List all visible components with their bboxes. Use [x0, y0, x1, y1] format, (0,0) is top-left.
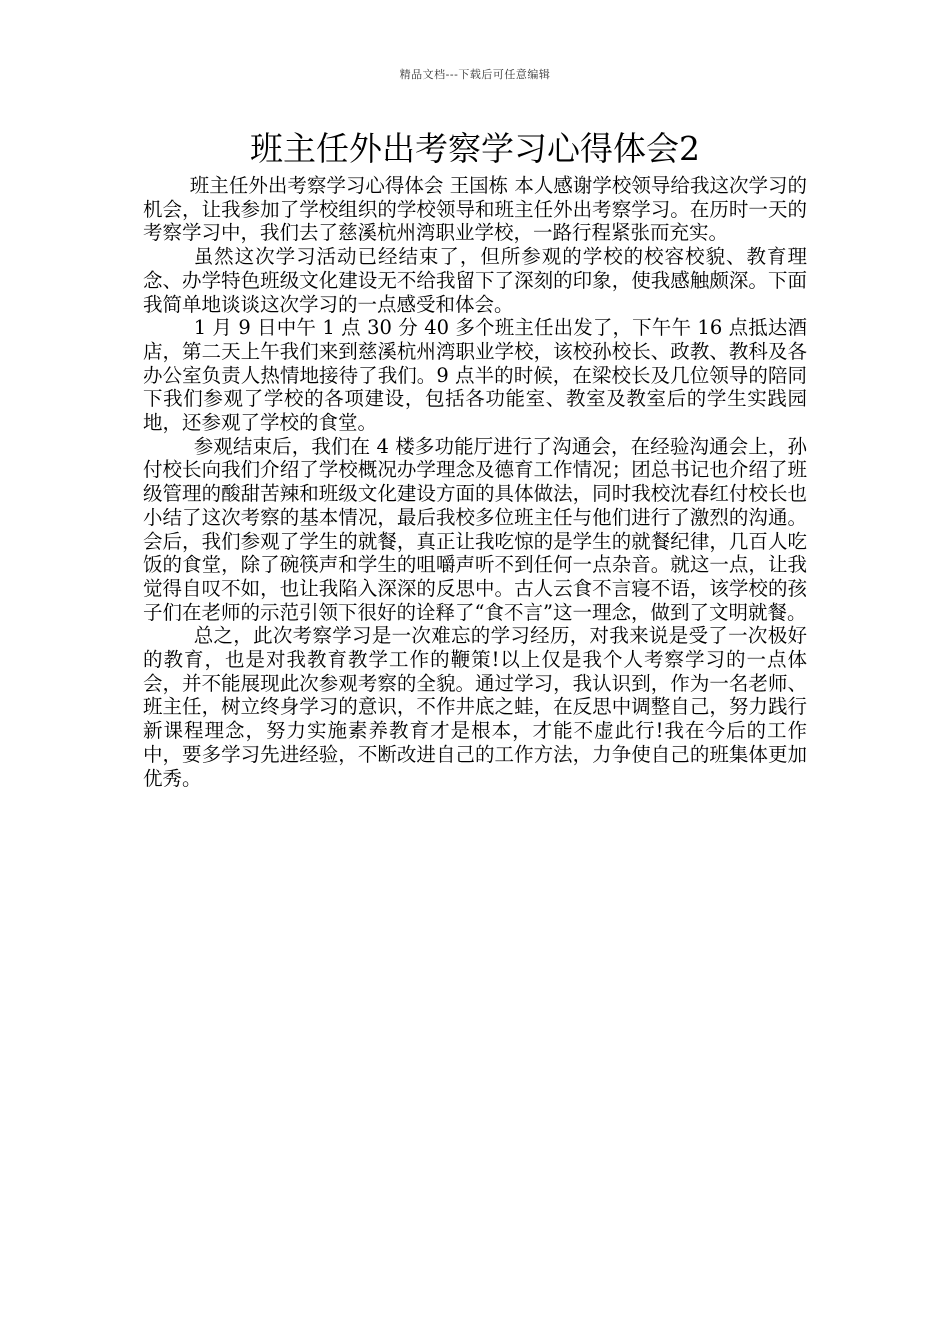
- paragraph: 总之，此次考察学习是一次难忘的学习经历，对我来说是受了一次极好的教育，也是对我教育教学工作的鞭策!以上仅是我个人考察学习的一点体会，并不能展现此次参观考察的全貌。通过学习，我认识到，作为一名老师、班主任，树立终身学习的意识，不作井底之蛙，在反思中调整自己，努力践行新课程理念，努力实施素养教育才是根本，才能不虚此行!我在今后的工作中，要多学习先进经验，不断改进自己的工作方法，力争使自己的班集体更加优秀。: [143, 624, 807, 790]
- paragraph: 虽然这次学习活动已经结束了，但所参观的学校的校容校貌、教育理念、办学特色班级文化建设无不给我留下了深刻的印象，使我感触颇深。下面我简单地谈谈这次学习的一点感受和体会。: [143, 245, 807, 316]
- document-body: [143, 174, 807, 790]
- paragraph: 1 月 9 日中午 1 点 30 分 40 多个班主任出发了，下午午 16 点抵达酒店，第二天上午我们来到慈溪杭州湾职业学校，该校孙校长、政教、教科及各办公室负责人热情地接待了我们。9 点半的时候，在梁校长及几位领导的陪同下我们参观了学校的各项建设，包括各功能室、教室及教室后的学生实践园地，还参观了学校的食堂。: [143, 316, 807, 435]
- header-note: 精品文档---下载后可任意编辑: [399, 68, 551, 81]
- paragraph: 参观结束后，我们在 4 楼多功能厅进行了沟通会，在经验沟通会上，孙付校长向我们介绍了学校概况办学理念及德育工作情况；团总书记也介绍了班级管理的酸甜苦辣和班级文化建设方面的具体做法，同时我校沈春红付校长也小结了这次考察的基本情况，最后我校多位班主任与他们进行了激烈的沟通。会后，我们参观了学生的就餐，真正让我吃惊的是学生的就餐纪律，几百人吃饭的食堂，除了碗筷声和学生的咀嚼声听不到任何一点杂音。就这一点，让我觉得自叹不如，也让我陷入深深的反思中。古人云食不言寝不语，该学校的孩子们在老师的示范引领下很好的诠释了“食不言”这一理念，做到了文明就餐。: [143, 434, 807, 624]
- paragraph: 班主任外出考察学习心得体会 王国栋 本人感谢学校领导给我这次学习的机会，让我参加了学校组织的学校领导和班主任外出考察学习。在历时一天的考察学习中，我们去了慈溪杭州湾职业学校，一路行程紧张而充实。: [143, 174, 807, 245]
- document-title: 班主任外出考察学习心得体会2: [250, 129, 700, 168]
